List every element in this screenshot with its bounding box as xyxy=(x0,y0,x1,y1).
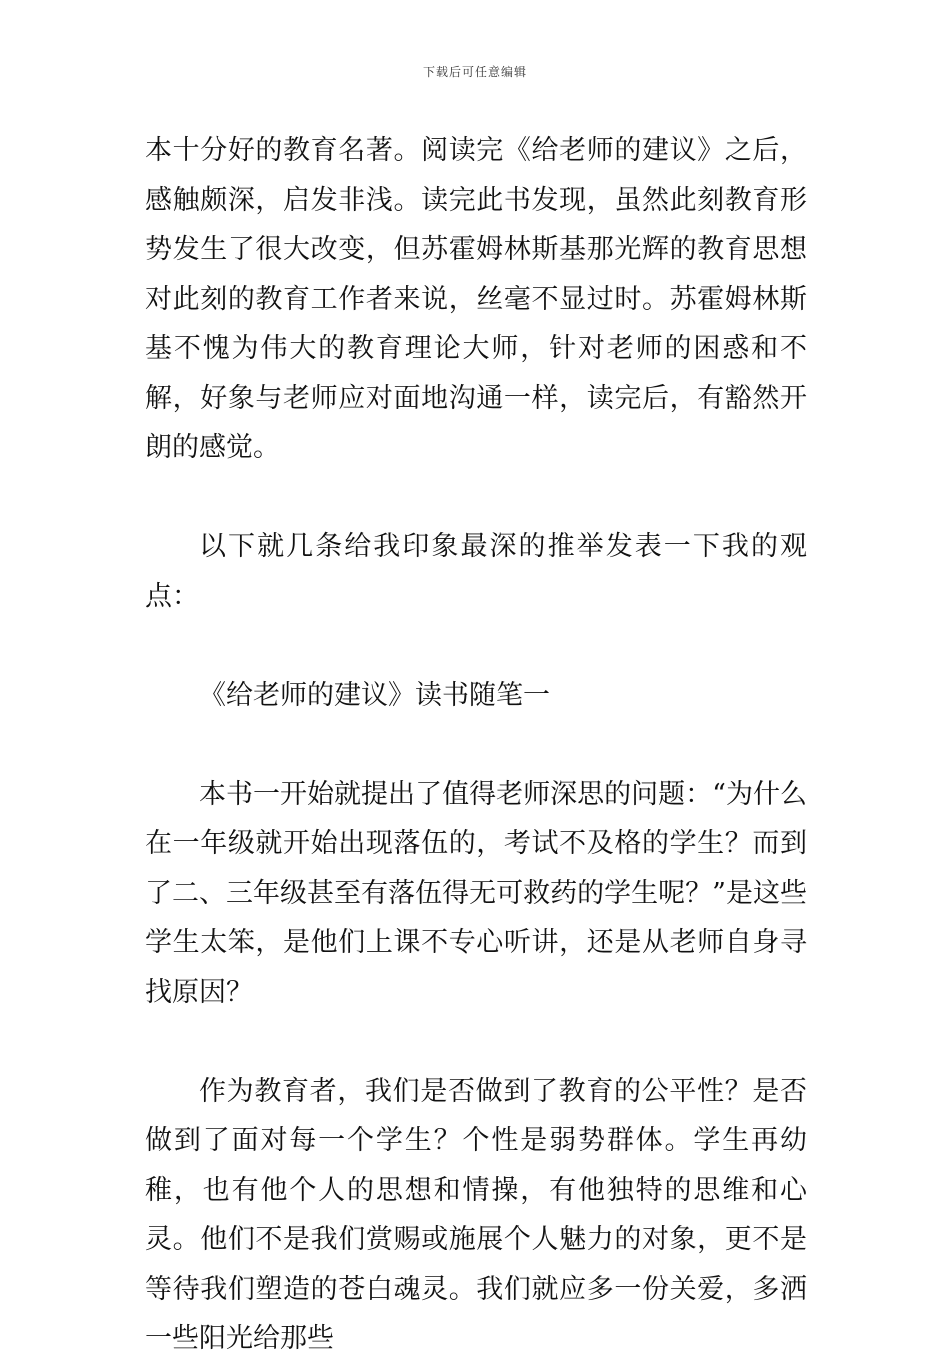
section-heading: 《给老师的建议》读书随笔一 xyxy=(199,679,550,711)
paragraph-reflection: 作为教育者，我们是否做到了教育的公平性？是否做到了面对每一个学生？个性是弱势群体。学生再幼稚，也有他个人的思想和情操，有他独特的思维和心灵。他们不是我们赏赐或施展个人魅力的对象，更不是等待我们塑造的苍白魂灵。我们就应多一份关爱，多洒一些阳光给那些 xyxy=(145,1075,807,1354)
page-header: 下载后可任意编辑 xyxy=(422,65,527,79)
paragraph-continuation: 本十分好的教育名著。阅读完《给老师的建议》之后，感触颇深，启发非浅。读完此书发现，虽然此刻教育形势发生了很大改变，但苏霍姆林斯基那光辉的教育思想对此刻的教育工作者来说，丝毫不显过时。苏霍姆林斯基不愧为伟大的教育理论大师，针对老师的困惑和不解，好象与老师应对面地沟通一样，读完后，有豁然开朗的感觉。 xyxy=(145,135,807,463)
paragraph-question: 本书一开始就提出了值得老师深思的问题：“为什么在一年级就开始出现落伍的，考试不及格的学生？而到了二、三年级甚至有落伍得无可救药的学生呢？”是这些学生太笨，是他们上课不专心听讲，还是从老师自身寻找原因？ xyxy=(145,778,807,1008)
document-body xyxy=(145,126,807,1364)
paragraph-intro: 以下就几条给我印象最深的推举发表一下我的观点： xyxy=(145,531,807,612)
